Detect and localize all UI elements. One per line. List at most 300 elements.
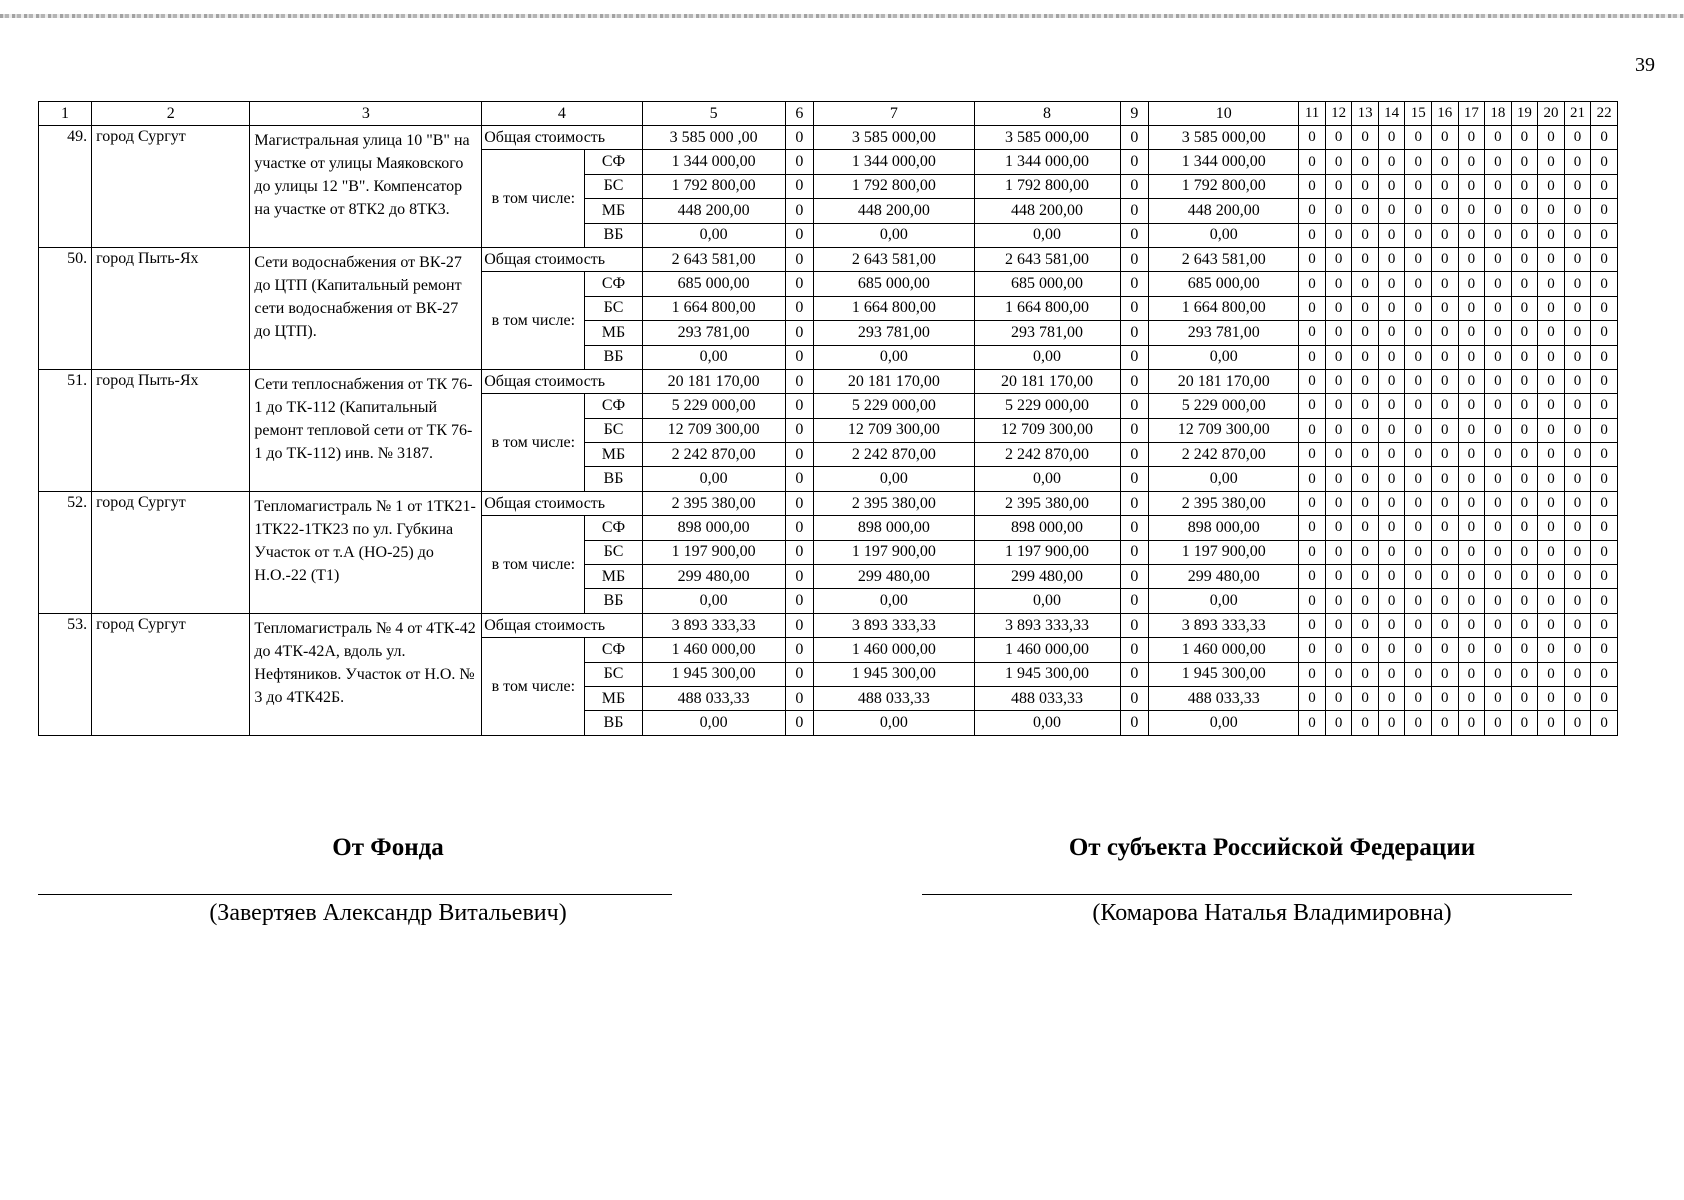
table-row — [39, 491, 1618, 515]
funding-source: МБ — [585, 199, 642, 223]
part-value-c7: 0,00 — [814, 345, 974, 369]
zero-cell: 0 — [1511, 150, 1538, 174]
part-value-c5: 0,00 — [642, 467, 785, 491]
zero-cell: 0 — [1511, 321, 1538, 345]
funding-source: МБ — [585, 321, 642, 345]
zero-cell: 0 — [1432, 296, 1459, 320]
funding-source: ВБ — [585, 711, 642, 735]
zero-cell: 0 — [1378, 589, 1405, 613]
zero-cell: 0 — [1405, 321, 1432, 345]
zero-cell: 0 — [1432, 369, 1459, 393]
part-value-c8: 1 197 900,00 — [974, 540, 1120, 564]
col-header: 4 — [482, 102, 642, 126]
part-value-c9: 0 — [1120, 418, 1149, 442]
zero-cell: 0 — [1538, 150, 1565, 174]
zero-cell: 0 — [1485, 272, 1512, 296]
zero-cell: 0 — [1378, 638, 1405, 662]
zero-cell: 0 — [1511, 369, 1538, 393]
total-value-c9: 0 — [1120, 126, 1149, 150]
col-header: 8 — [974, 102, 1120, 126]
zero-cell: 0 — [1378, 516, 1405, 540]
part-value-c10: 5 229 000,00 — [1149, 394, 1299, 418]
zero-cell: 0 — [1299, 150, 1326, 174]
part-value-c5: 898 000,00 — [642, 516, 785, 540]
zero-cell: 0 — [1511, 174, 1538, 198]
zero-cell: 0 — [1511, 443, 1538, 467]
part-value-c10: 1 792 800,00 — [1149, 174, 1299, 198]
part-value-c8: 1 664 800,00 — [974, 296, 1120, 320]
signature-left-line — [38, 894, 672, 895]
part-value-c5: 1 197 900,00 — [642, 540, 785, 564]
part-value-c9: 0 — [1120, 467, 1149, 491]
funding-source: СФ — [585, 272, 642, 296]
zero-cell: 0 — [1485, 345, 1512, 369]
zero-cell: 0 — [1325, 150, 1352, 174]
zero-cell: 0 — [1591, 418, 1618, 442]
zero-cell: 0 — [1378, 491, 1405, 515]
part-value-c5: 1 664 800,00 — [642, 296, 785, 320]
zero-cell: 0 — [1564, 491, 1591, 515]
zero-cell: 0 — [1352, 516, 1379, 540]
part-value-c6: 0 — [785, 638, 814, 662]
zero-cell: 0 — [1432, 540, 1459, 564]
zero-cell: 0 — [1591, 491, 1618, 515]
funding-source: СФ — [585, 394, 642, 418]
zero-cell: 0 — [1352, 199, 1379, 223]
zero-cell: 0 — [1511, 638, 1538, 662]
zero-cell: 0 — [1378, 711, 1405, 735]
zero-cell: 0 — [1352, 711, 1379, 735]
part-value-c6: 0 — [785, 150, 814, 174]
header-row — [39, 102, 1618, 126]
zero-cell: 0 — [1378, 150, 1405, 174]
part-value-c6: 0 — [785, 686, 814, 710]
signature-right-heading: От субъекта Российской Федерации — [1068, 834, 1476, 861]
col-header: 22 — [1591, 102, 1618, 126]
zero-cell: 0 — [1352, 589, 1379, 613]
part-value-c9: 0 — [1120, 711, 1149, 735]
zero-cell: 0 — [1458, 516, 1485, 540]
zero-cell: 0 — [1564, 418, 1591, 442]
col-header: 12 — [1325, 102, 1352, 126]
zero-cell: 0 — [1405, 467, 1432, 491]
funding-source: БС — [585, 174, 642, 198]
zero-cell: 0 — [1378, 394, 1405, 418]
zero-cell: 0 — [1432, 345, 1459, 369]
table-row — [39, 247, 1618, 271]
zero-cell: 0 — [1485, 150, 1512, 174]
col-header: 6 — [785, 102, 814, 126]
zero-cell: 0 — [1352, 418, 1379, 442]
zero-cell: 0 — [1432, 565, 1459, 589]
zero-cell: 0 — [1405, 662, 1432, 686]
including-label: в том числе: — [482, 638, 585, 736]
zero-cell: 0 — [1432, 711, 1459, 735]
total-value-c9: 0 — [1120, 369, 1149, 393]
zero-cell: 0 — [1564, 126, 1591, 150]
part-value-c6: 0 — [785, 394, 814, 418]
col-header: 14 — [1378, 102, 1405, 126]
zero-cell: 0 — [1378, 247, 1405, 271]
zero-cell: 0 — [1564, 589, 1591, 613]
part-value-c9: 0 — [1120, 321, 1149, 345]
zero-cell: 0 — [1299, 662, 1326, 686]
col-header: 7 — [814, 102, 974, 126]
zero-cell: 0 — [1591, 711, 1618, 735]
part-value-c5: 685 000,00 — [642, 272, 785, 296]
zero-cell: 0 — [1511, 418, 1538, 442]
total-value-c6: 0 — [785, 491, 814, 515]
part-value-c10: 1 460 000,00 — [1149, 638, 1299, 662]
zero-cell: 0 — [1511, 491, 1538, 515]
zero-cell: 0 — [1378, 467, 1405, 491]
zero-cell: 0 — [1432, 126, 1459, 150]
zero-cell: 0 — [1458, 613, 1485, 637]
zero-cell: 0 — [1299, 638, 1326, 662]
part-value-c8: 1 792 800,00 — [974, 174, 1120, 198]
zero-cell: 0 — [1458, 565, 1485, 589]
col-header: 13 — [1352, 102, 1379, 126]
zero-cell: 0 — [1432, 174, 1459, 198]
part-value-c8: 12 709 300,00 — [974, 418, 1120, 442]
zero-cell: 0 — [1591, 272, 1618, 296]
total-value-c7: 2 643 581,00 — [814, 247, 974, 271]
zero-cell: 0 — [1378, 272, 1405, 296]
zero-cell: 0 — [1325, 321, 1352, 345]
zero-cell: 0 — [1405, 296, 1432, 320]
municipality: город Сургут — [92, 613, 250, 735]
zero-cell: 0 — [1405, 711, 1432, 735]
zero-cell: 0 — [1564, 247, 1591, 271]
part-value-c7: 2 242 870,00 — [814, 443, 974, 467]
zero-cell: 0 — [1378, 540, 1405, 564]
zero-cell: 0 — [1299, 296, 1326, 320]
including-label: в том числе: — [482, 150, 585, 248]
zero-cell: 0 — [1458, 491, 1485, 515]
part-value-c10: 685 000,00 — [1149, 272, 1299, 296]
total-value-c7: 3 893 333,33 — [814, 613, 974, 637]
zero-cell: 0 — [1325, 711, 1352, 735]
zero-cell: 0 — [1432, 613, 1459, 637]
zero-cell: 0 — [1299, 345, 1326, 369]
zero-cell: 0 — [1485, 613, 1512, 637]
zero-cell: 0 — [1485, 686, 1512, 710]
zero-cell: 0 — [1458, 272, 1485, 296]
zero-cell: 0 — [1325, 540, 1352, 564]
part-value-c7: 0,00 — [814, 467, 974, 491]
zero-cell: 0 — [1511, 516, 1538, 540]
zero-cell: 0 — [1591, 686, 1618, 710]
total-value-c8: 2 395 380,00 — [974, 491, 1120, 515]
table-row — [39, 126, 1618, 150]
zero-cell: 0 — [1432, 467, 1459, 491]
zero-cell: 0 — [1458, 174, 1485, 198]
part-value-c9: 0 — [1120, 174, 1149, 198]
zero-cell: 0 — [1458, 443, 1485, 467]
zero-cell: 0 — [1432, 150, 1459, 174]
zero-cell: 0 — [1538, 272, 1565, 296]
zero-cell: 0 — [1378, 369, 1405, 393]
zero-cell: 0 — [1352, 247, 1379, 271]
zero-cell: 0 — [1325, 638, 1352, 662]
part-value-c7: 1 945 300,00 — [814, 662, 974, 686]
funding-source: СФ — [585, 516, 642, 540]
col-header: 15 — [1405, 102, 1432, 126]
part-value-c6: 0 — [785, 662, 814, 686]
part-value-c7: 1 197 900,00 — [814, 540, 974, 564]
zero-cell: 0 — [1591, 540, 1618, 564]
zero-cell: 0 — [1538, 247, 1565, 271]
zero-cell: 0 — [1458, 296, 1485, 320]
col-header: 21 — [1564, 102, 1591, 126]
part-value-c8: 1 945 300,00 — [974, 662, 1120, 686]
zero-cell: 0 — [1325, 126, 1352, 150]
funding-source: МБ — [585, 686, 642, 710]
zero-cell: 0 — [1564, 467, 1591, 491]
part-value-c6: 0 — [785, 345, 814, 369]
zero-cell: 0 — [1432, 491, 1459, 515]
zero-cell: 0 — [1538, 126, 1565, 150]
total-value-c8: 20 181 170,00 — [974, 369, 1120, 393]
total-value-c6: 0 — [785, 126, 814, 150]
table-row — [39, 369, 1618, 393]
zero-cell: 0 — [1325, 467, 1352, 491]
zero-cell: 0 — [1564, 394, 1591, 418]
part-value-c10: 293 781,00 — [1149, 321, 1299, 345]
total-value-c5: 2 395 380,00 — [642, 491, 785, 515]
part-value-c8: 0,00 — [974, 711, 1120, 735]
part-value-c5: 1 945 300,00 — [642, 662, 785, 686]
zero-cell: 0 — [1325, 491, 1352, 515]
zero-cell: 0 — [1432, 516, 1459, 540]
zero-cell: 0 — [1511, 126, 1538, 150]
zero-cell: 0 — [1432, 199, 1459, 223]
zero-cell: 0 — [1538, 174, 1565, 198]
object-description: Магистральная улица 10 "В" на участке от улицы Маяковского до улицы 12 "В". Компенсатор на участке от 8ТК2 до 8ТК3. — [250, 126, 482, 248]
total-value-c6: 0 — [785, 613, 814, 637]
part-value-c10: 12 709 300,00 — [1149, 418, 1299, 442]
zero-cell: 0 — [1538, 394, 1565, 418]
zero-cell: 0 — [1299, 516, 1326, 540]
zero-cell: 0 — [1432, 394, 1459, 418]
part-value-c8: 448 200,00 — [974, 199, 1120, 223]
part-value-c6: 0 — [785, 467, 814, 491]
total-value-c10: 3 585 000,00 — [1149, 126, 1299, 150]
part-value-c10: 488 033,33 — [1149, 686, 1299, 710]
zero-cell: 0 — [1325, 686, 1352, 710]
zero-cell: 0 — [1405, 638, 1432, 662]
zero-cell: 0 — [1299, 126, 1326, 150]
zero-cell: 0 — [1458, 199, 1485, 223]
part-value-c8: 0,00 — [974, 223, 1120, 247]
part-value-c5: 12 709 300,00 — [642, 418, 785, 442]
zero-cell: 0 — [1299, 540, 1326, 564]
funding-source: БС — [585, 540, 642, 564]
zero-cell: 0 — [1299, 686, 1326, 710]
zero-cell: 0 — [1405, 589, 1432, 613]
zero-cell: 0 — [1511, 613, 1538, 637]
zero-cell: 0 — [1564, 638, 1591, 662]
zero-cell: 0 — [1432, 223, 1459, 247]
funding-source: БС — [585, 662, 642, 686]
zero-cell: 0 — [1591, 296, 1618, 320]
zero-cell: 0 — [1564, 443, 1591, 467]
total-value-c10: 3 893 333,33 — [1149, 613, 1299, 637]
zero-cell: 0 — [1299, 369, 1326, 393]
zero-cell: 0 — [1458, 589, 1485, 613]
zero-cell: 0 — [1485, 443, 1512, 467]
part-value-c10: 299 480,00 — [1149, 565, 1299, 589]
zero-cell: 0 — [1325, 272, 1352, 296]
zero-cell: 0 — [1378, 443, 1405, 467]
total-value-c5: 3 585 000 ,00 — [642, 126, 785, 150]
zero-cell: 0 — [1538, 613, 1565, 637]
zero-cell: 0 — [1325, 418, 1352, 442]
part-value-c9: 0 — [1120, 150, 1149, 174]
total-value-c5: 20 181 170,00 — [642, 369, 785, 393]
zero-cell: 0 — [1325, 662, 1352, 686]
part-value-c8: 1 344 000,00 — [974, 150, 1120, 174]
zero-cell: 0 — [1352, 491, 1379, 515]
part-value-c9: 0 — [1120, 540, 1149, 564]
zero-cell: 0 — [1458, 247, 1485, 271]
zero-cell: 0 — [1458, 369, 1485, 393]
total-value-c9: 0 — [1120, 491, 1149, 515]
row-number: 49. — [39, 126, 92, 248]
zero-cell: 0 — [1299, 443, 1326, 467]
part-value-c5: 2 242 870,00 — [642, 443, 785, 467]
zero-cell: 0 — [1352, 686, 1379, 710]
zero-cell: 0 — [1378, 321, 1405, 345]
zero-cell: 0 — [1378, 613, 1405, 637]
zero-cell: 0 — [1485, 516, 1512, 540]
zero-cell: 0 — [1485, 467, 1512, 491]
total-cost-label: Общая стоимость — [482, 247, 642, 271]
zero-cell: 0 — [1511, 467, 1538, 491]
zero-cell: 0 — [1325, 613, 1352, 637]
zero-cell: 0 — [1511, 199, 1538, 223]
part-value-c8: 299 480,00 — [974, 565, 1120, 589]
part-value-c5: 299 480,00 — [642, 565, 785, 589]
zero-cell: 0 — [1564, 296, 1591, 320]
zero-cell: 0 — [1378, 662, 1405, 686]
zero-cell: 0 — [1432, 418, 1459, 442]
total-value-c8: 3 585 000,00 — [974, 126, 1120, 150]
zero-cell: 0 — [1325, 247, 1352, 271]
col-header: 16 — [1432, 102, 1459, 126]
part-value-c8: 0,00 — [974, 467, 1120, 491]
part-value-c7: 0,00 — [814, 223, 974, 247]
zero-cell: 0 — [1405, 540, 1432, 564]
zero-cell: 0 — [1591, 199, 1618, 223]
col-header: 1 — [39, 102, 92, 126]
total-value-c10: 2 643 581,00 — [1149, 247, 1299, 271]
part-value-c5: 1 460 000,00 — [642, 638, 785, 662]
part-value-c9: 0 — [1120, 296, 1149, 320]
zero-cell: 0 — [1538, 565, 1565, 589]
part-value-c10: 898 000,00 — [1149, 516, 1299, 540]
part-value-c5: 0,00 — [642, 223, 785, 247]
object-description: Сети водоснабжения от ВК-27 до ЦТП (Капитальный ремонт сети водоснабжения от ВК-27 до ЦТП). — [250, 247, 482, 369]
zero-cell: 0 — [1405, 418, 1432, 442]
including-label: в том числе: — [482, 272, 585, 370]
zero-cell: 0 — [1405, 272, 1432, 296]
total-value-c8: 2 643 581,00 — [974, 247, 1120, 271]
zero-cell: 0 — [1458, 223, 1485, 247]
part-value-c7: 1 344 000,00 — [814, 150, 974, 174]
part-value-c6: 0 — [785, 223, 814, 247]
zero-cell: 0 — [1591, 565, 1618, 589]
zero-cell: 0 — [1511, 394, 1538, 418]
zero-cell: 0 — [1458, 638, 1485, 662]
part-value-c5: 1 344 000,00 — [642, 150, 785, 174]
zero-cell: 0 — [1299, 613, 1326, 637]
part-value-c8: 293 781,00 — [974, 321, 1120, 345]
zero-cell: 0 — [1325, 394, 1352, 418]
zero-cell: 0 — [1591, 516, 1618, 540]
zero-cell: 0 — [1564, 516, 1591, 540]
zero-cell: 0 — [1299, 272, 1326, 296]
part-value-c7: 488 033,33 — [814, 686, 974, 710]
part-value-c10: 0,00 — [1149, 345, 1299, 369]
part-value-c9: 0 — [1120, 345, 1149, 369]
zero-cell: 0 — [1485, 394, 1512, 418]
zero-cell: 0 — [1458, 394, 1485, 418]
zero-cell: 0 — [1458, 662, 1485, 686]
zero-cell: 0 — [1299, 491, 1326, 515]
zero-cell: 0 — [1299, 174, 1326, 198]
zero-cell: 0 — [1591, 150, 1618, 174]
total-value-c6: 0 — [785, 247, 814, 271]
zero-cell: 0 — [1591, 126, 1618, 150]
zero-cell: 0 — [1405, 150, 1432, 174]
part-value-c9: 0 — [1120, 394, 1149, 418]
zero-cell: 0 — [1432, 662, 1459, 686]
part-value-c6: 0 — [785, 199, 814, 223]
zero-cell: 0 — [1405, 369, 1432, 393]
zero-cell: 0 — [1352, 126, 1379, 150]
zero-cell: 0 — [1299, 223, 1326, 247]
zero-cell: 0 — [1538, 199, 1565, 223]
zero-cell: 0 — [1538, 638, 1565, 662]
scan-edge — [0, 14, 1684, 18]
zero-cell: 0 — [1325, 369, 1352, 393]
zero-cell: 0 — [1352, 662, 1379, 686]
part-value-c5: 448 200,00 — [642, 199, 785, 223]
zero-cell: 0 — [1299, 565, 1326, 589]
zero-cell: 0 — [1405, 247, 1432, 271]
zero-cell: 0 — [1564, 223, 1591, 247]
total-value-c10: 20 181 170,00 — [1149, 369, 1299, 393]
funding-source: ВБ — [585, 223, 642, 247]
part-value-c8: 0,00 — [974, 589, 1120, 613]
zero-cell: 0 — [1299, 247, 1326, 271]
zero-cell: 0 — [1485, 321, 1512, 345]
part-value-c10: 1 945 300,00 — [1149, 662, 1299, 686]
part-value-c6: 0 — [785, 540, 814, 564]
zero-cell: 0 — [1378, 686, 1405, 710]
row-number: 52. — [39, 491, 92, 613]
zero-cell: 0 — [1538, 491, 1565, 515]
row-number: 50. — [39, 247, 92, 369]
zero-cell: 0 — [1538, 321, 1565, 345]
zero-cell: 0 — [1458, 711, 1485, 735]
zero-cell: 0 — [1511, 565, 1538, 589]
zero-cell: 0 — [1405, 686, 1432, 710]
part-value-c10: 1 344 000,00 — [1149, 150, 1299, 174]
part-value-c9: 0 — [1120, 565, 1149, 589]
total-value-c9: 0 — [1120, 247, 1149, 271]
